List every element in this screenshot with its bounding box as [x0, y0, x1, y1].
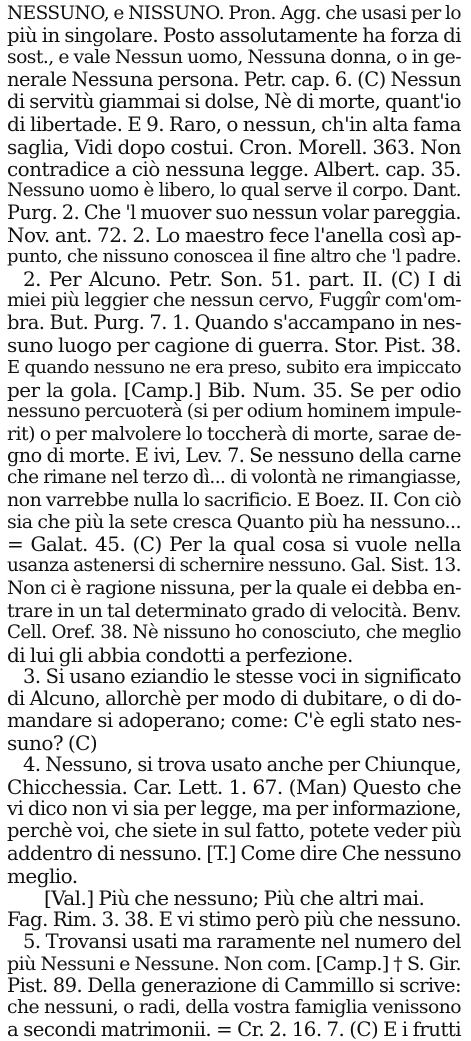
entry-line: gno di morte. E ivi, Lev. 7. Se nessuno della carne — [7, 443, 461, 467]
entry-line: che nessuni, o radi, della vostra famiglia venissono — [7, 997, 461, 1019]
entry-line: di libertade. E 9. Raro, o nessun, ch'in alta fama — [7, 112, 461, 137]
entry-line-headword: NESSUNO, e NISSUNO. Pron. Agg. che usasi per lo — [7, 3, 461, 24]
sense-2-line: 2. Per Alcuno. Petr. Son. 51. part. II. (C) I di — [23, 267, 461, 292]
entry-line: usanza astenersi di schernire nessuno. Gal. Sist. 13. — [7, 555, 461, 577]
entry-line: di servitù giammai si dolse, Nè di morte, quant'io — [7, 90, 461, 114]
sense-4-line: 4. Nessuno, si trova usato anche per Chiunque, — [23, 753, 461, 777]
entry-line: di Alcuno, allorchè per modo di dubitare, o di do- — [7, 686, 461, 710]
entry-line: E quando nessuno ne era preso, subito era impiccato — [7, 356, 461, 378]
entry-line: Cell. Oref. 38. Nè nissuno ho conosciuto, che meglio — [7, 621, 461, 643]
entry-line: a secondi matrimonii. = Cr. 2. 16. 7. (C) E i frutti — [7, 1018, 461, 1041]
entry-line: sost., e vale Nessun uomo, Nessuna donna, o in ge- — [7, 47, 461, 69]
entry-line: rit) o per malvolere lo toccherà di morte, sarae de- — [7, 422, 461, 445]
entry-line: contradice a ciò nessuna legge. Albert. cap. 35. — [7, 156, 461, 181]
entry-line: non varrebbe nulla lo sacrificio. E Boez. II. Con ciò — [7, 489, 461, 512]
entry-line: Purg. 2. Che 'l muover suo nessun volar pareggia. — [7, 200, 461, 224]
entry-line: più in singolare. Posto assolutamente ha forza di — [7, 24, 461, 48]
entry-line: più Nessuni e Nessune. Non com. [Camp.] † S. Gir. — [7, 953, 461, 976]
entry-line: di lui gli abbia condotti a perfezione. — [7, 642, 353, 667]
entry-line: mandare si adoperano; come: C'è egli stato nes- — [7, 709, 461, 732]
entry-line: = Galat. 45. (C) Per la qual cosa si vuole nella — [7, 532, 461, 557]
entry-line: addentro di nessuno. [T.] Come dire Che nessuno — [7, 841, 461, 865]
entry-line: vi dico non vi sia per legge, ma per informazione, — [7, 797, 461, 821]
entry-line: Fag. Rim. 3. 38. E vi stimo però più che nessuno. — [7, 907, 461, 931]
entry-line: che rimane nel terzo dì... di volontà ne rimangiasse, — [7, 466, 461, 488]
entry-line: meglio. — [7, 863, 78, 888]
val-subentry-line: [Val.] Più che nessuno; Più che altri mai. — [44, 885, 425, 910]
entry-line: sia che più la sete cresca Quanto più ha nessuno... — [7, 511, 461, 534]
entry-line: trare in un tal determinato grado di velocità. Benv. — [7, 599, 461, 622]
entry-line: perchè voi, che siete in sul fatto, potete veder più — [7, 819, 462, 843]
entry-line: suno luogo per cagione di guerra. Stor. Pist. 38. — [7, 333, 461, 358]
sense-3-line: 3. Si usano eziandio le stesse voci in significato — [23, 664, 461, 688]
sense-5-line: 5. Trovansi usati ma raramente nel numero del — [23, 929, 461, 953]
entry-line: bra. But. Purg. 7. 1. Quando s'accampano in nes- — [7, 311, 461, 335]
entry-line: punto, che nissuno conoscea il fine altro che 'l padre. — [7, 246, 461, 268]
entry-line: Pist. 89. Della generazione di Cammillo si scrive: — [7, 974, 461, 998]
entry-line: saglia, Vidi dopo costui. Cron. Morell. 363. Non — [7, 134, 461, 159]
entry-line: Nessuno uomo è libero, lo qual serve il corpo. Dant. — [7, 179, 461, 201]
entry-line: nessuno percuoterà (si per odium hominem impule- — [7, 400, 461, 422]
entry-line: per la gola. [Camp.] Bib. Num. 35. Se per odio — [7, 377, 461, 402]
entry-line: Chicchessia. Car. Lett. 1. 67. (Man) Questo che — [7, 775, 461, 800]
entry-line: suno? (C) — [7, 731, 98, 756]
entry-line: Non ci è ragione nissuna, per la quale ei debba en- — [7, 577, 461, 600]
entry-line: nerale Nessuna persona. Petr. cap. 6. (C) Nessun — [7, 68, 461, 92]
entry-line: miei più leggier che nessun cervo, Fuggîr com'om- — [7, 290, 461, 312]
entry-line: Nov. ant. 72. 2. Lo maestro fece l'anella così ap- — [7, 222, 461, 247]
